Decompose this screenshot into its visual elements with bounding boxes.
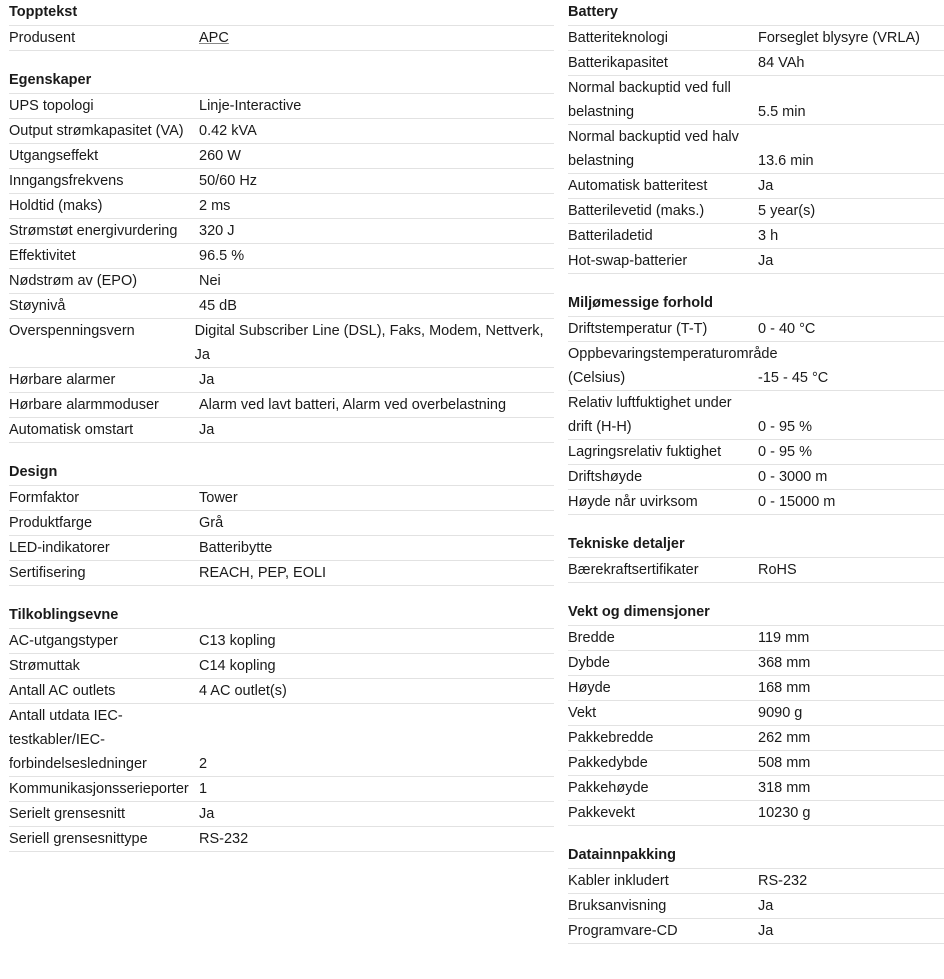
section-battery: [568, 0, 944, 274]
spec-row-batteriladetid: [568, 224, 944, 249]
spec-label: AC-utgangstyper: [9, 633, 118, 649]
spec-row-batterilevetid-maks: [568, 199, 944, 224]
spec-value-text: 96.5 %: [199, 248, 245, 264]
spec-value: [758, 125, 814, 173]
section-title: Datainnpakking: [568, 843, 944, 869]
spec-value: [758, 490, 835, 514]
spec-value-text: RoHS: [758, 562, 797, 578]
spec-label: Driftshøyde: [568, 469, 643, 485]
spec-label: Hørbare alarmer: [9, 372, 116, 388]
section-title: Battery: [568, 0, 944, 26]
spec-row-antall-ac-outlets: [9, 679, 554, 704]
section-tilkoblingsevne: [9, 603, 554, 852]
spec-value-text: 0 - 3000 m: [758, 469, 828, 485]
spec-value: [199, 802, 214, 826]
spec-value-text: C13 kopling: [199, 633, 276, 649]
spec-label: Automatisk omstart: [9, 422, 134, 438]
spec-label: Seriell grensesnittype: [9, 831, 148, 847]
spec-value: [758, 174, 773, 198]
spec-value-text: 4 AC outlet(s): [199, 683, 287, 699]
spec-value-text: 260 W: [199, 148, 241, 164]
spec-label: Driftstemperatur (T-T): [568, 321, 708, 337]
spec-row-pakkevekt: [568, 801, 944, 826]
spec-row-hot-swap-batterier: [568, 249, 944, 274]
spec-value-text: 119 mm: [758, 630, 810, 646]
spec-row-automatisk-omstart: [9, 418, 554, 443]
spec-value-text: Digital Subscriber Line (DSL), Faks, Modem, Nettverk, Ja: [194, 323, 544, 363]
spec-value-text: 9090 g: [758, 705, 803, 721]
spec-row-holdtid-maks: [9, 194, 554, 219]
spec-label: Hørbare alarmmoduser: [9, 397, 159, 413]
spec-value-text: 168 mm: [758, 680, 811, 696]
spec-row-batterikapasitet: [568, 51, 944, 76]
spec-row-stromstot-energivurdering: [9, 219, 554, 244]
spec-value: [758, 626, 809, 650]
spec-row-oppbevaringstemperaturomrade-celsius: [568, 342, 944, 391]
spec-value-text: -15 - 45 °C: [758, 370, 829, 386]
spec-value-text: 2: [199, 756, 208, 772]
spec-label: Hot-swap-batterier: [568, 253, 688, 269]
spec-label: Batteriteknologi: [568, 30, 668, 46]
spec-value-text: 0 - 95 %: [758, 419, 812, 435]
spec-value: [758, 726, 810, 750]
spec-value-text: Forseglet blysyre (VRLA): [758, 30, 920, 46]
spec-value: [199, 169, 257, 193]
spec-value-text: Nei: [199, 273, 221, 289]
spec-value-text: 320 J: [199, 223, 235, 239]
section-miljomessige-forhold: [568, 291, 944, 515]
spec-value: [199, 561, 326, 585]
spec-value: [199, 393, 506, 417]
spec-row-stromuttak: [9, 654, 554, 679]
spec-row-driftstemperatur-t-t: [568, 317, 944, 342]
spec-label: Oppbevaringstemperaturområde (Celsius): [568, 346, 778, 386]
spec-value: [758, 249, 773, 273]
spec-row-dybde: [568, 651, 944, 676]
spec-row-bruksanvisning: [568, 894, 944, 919]
section-title: Topptekst: [9, 0, 554, 26]
spec-value-text: Linje-Interactive: [199, 98, 302, 114]
spec-label: UPS topologi: [9, 98, 94, 114]
spec-value: [758, 558, 797, 582]
section-title: Tilkoblingsevne: [9, 603, 554, 629]
spec-row-bredde: [568, 626, 944, 651]
spec-label: Relativ luftfuktighet under drift (H-H): [568, 395, 732, 435]
spec-value: [199, 244, 244, 268]
spec-row-pakkedybde: [568, 751, 944, 776]
spec-label: Programvare-CD: [568, 923, 678, 939]
section-title: Tekniske detaljer: [568, 532, 944, 558]
spec-label: Pakkedybde: [568, 755, 648, 771]
spec-label: Normal backuptid ved halv belastning: [568, 129, 739, 169]
spec-value: [195, 319, 554, 367]
spec-row-produktfarge: [9, 511, 554, 536]
section-design: [9, 460, 554, 586]
spec-value: [758, 51, 805, 75]
spec-value: [199, 486, 238, 510]
spec-label: Høyde: [568, 680, 611, 696]
spec-value: [758, 391, 812, 439]
section-title: Miljømessige forhold: [568, 291, 944, 317]
spec-value: [199, 269, 221, 293]
section-datainnpakking: [568, 843, 944, 944]
spec-value: [199, 119, 257, 143]
spec-row-lagringsrelativ-fuktighet: [568, 440, 944, 465]
spec-value-text: 84 VAh: [758, 55, 805, 71]
spec-value-text: 368 mm: [758, 655, 811, 671]
spec-row-serielt-grensesnitt: [9, 802, 554, 827]
spec-label: Inngangsfrekvens: [9, 173, 124, 189]
spec-row-sertifisering: [9, 561, 554, 586]
spec-value-text: Ja: [758, 898, 774, 914]
spec-value-text: 262 mm: [758, 730, 811, 746]
spec-row-kabler-inkludert: [568, 869, 944, 894]
spec-label: Kommunikasjonsserieporter: [9, 781, 189, 797]
spec-value: [199, 654, 276, 678]
spec-label: Holdtid (maks): [9, 198, 103, 214]
spec-value: [758, 342, 828, 390]
spec-label: Bærekraftsertifikater: [568, 562, 699, 578]
spec-label: Vekt: [568, 705, 597, 721]
spec-value: [199, 94, 301, 118]
spec-label: Kabler inkludert: [568, 873, 669, 889]
spec-value: [758, 199, 815, 223]
spec-row-vekt: [568, 701, 944, 726]
spec-value: [199, 704, 207, 776]
spec-value-text: 1: [199, 781, 208, 797]
spec-value-text: 508 mm: [758, 755, 811, 771]
spec-value: [758, 676, 810, 700]
spec-value-text: Ja: [199, 422, 215, 438]
spec-value: [758, 869, 807, 893]
spec-value-text: 0 - 95 %: [758, 444, 812, 460]
spec-label: Dybde: [568, 655, 610, 671]
spec-value: [199, 777, 207, 801]
spec-value: [199, 294, 237, 318]
spec-value-text: 0.42 kVA: [199, 123, 257, 139]
spec-value-text: 318 mm: [758, 780, 811, 796]
right-column: [554, 0, 944, 961]
spec-value: [758, 440, 812, 464]
section-tekniske-detaljer: [568, 532, 944, 583]
spec-label: LED-indikatorer: [9, 540, 110, 556]
spec-row-baerekraftsertifikater: [568, 558, 944, 583]
spec-label: Utgangseffekt: [9, 148, 99, 164]
spec-value: [758, 751, 810, 775]
spec-value: [199, 194, 230, 218]
spec-row-horbare-alarmmoduser: [9, 393, 554, 418]
spec-value-text: Alarm ved lavt batteri, Alarm ved overbelastning: [199, 397, 507, 413]
spec-value: [758, 894, 773, 918]
spec-row-utgangseffekt: [9, 144, 554, 169]
spec-label: Batterikapasitet: [568, 55, 668, 71]
spec-value-text: 5 year(s): [758, 203, 816, 219]
spec-value-text: 45 dB: [199, 298, 237, 314]
spec-value-text: Batteribytte: [199, 540, 273, 556]
spec-value-text: Ja: [199, 372, 215, 388]
spec-value: [758, 776, 810, 800]
spec-label: Støynivå: [9, 298, 66, 314]
spec-label: Produsent: [9, 30, 76, 46]
spec-label: Output strømkapasitet (VA): [9, 123, 184, 139]
spec-label: Nødstrøm av (EPO): [9, 273, 138, 289]
spec-value: [199, 26, 229, 50]
spec-value-text: 10230 g: [758, 805, 811, 821]
spec-value-text: Tower: [199, 490, 238, 506]
spec-row-ac-utgangstyper: [9, 629, 554, 654]
section-title: Design: [9, 460, 554, 486]
spec-row-overspenningsvern: [9, 319, 554, 368]
spec-row-effektivitet: [9, 244, 554, 269]
spec-row-driftshoyde: [568, 465, 944, 490]
spec-value: [758, 701, 802, 725]
spec-value: [758, 919, 773, 943]
section-egenskaper: [9, 68, 554, 443]
spec-value-text: Ja: [758, 923, 774, 939]
spec-value: [758, 26, 920, 50]
spec-value: [758, 651, 810, 675]
spec-label: Strømstøt energivurdering: [9, 223, 178, 239]
spec-row-stoyniva: [9, 294, 554, 319]
spec-value-text: Ja: [758, 178, 774, 194]
spec-value: [199, 511, 223, 535]
spec-row-nodstrom-av-epo: [9, 269, 554, 294]
spec-row-relativ-luftfuktighet-under-drift-h-h: [568, 391, 944, 440]
spec-row-normal-backuptid-ved-halv-belastning: [568, 125, 944, 174]
spec-value: [199, 368, 214, 392]
spec-value-text: 2 ms: [199, 198, 231, 214]
spec-label: Effektivitet: [9, 248, 76, 264]
spec-value-text: 0 - 15000 m: [758, 494, 836, 510]
spec-row-programvare-cd: [568, 919, 944, 944]
spec-row-pakkebredde: [568, 726, 944, 751]
spec-value: [199, 418, 214, 442]
manufacturer-link[interactable]: APC: [199, 30, 229, 46]
spec-value-text: 3 h: [758, 228, 779, 244]
spec-row-inngangsfrekvens: [9, 169, 554, 194]
spec-label: Lagringsrelativ fuktighet: [568, 444, 722, 460]
spec-row-led-indikatorer: [9, 536, 554, 561]
spec-row-batteriteknologi: [568, 26, 944, 51]
spec-row-produsent: [9, 26, 554, 51]
spec-row-pakkehoyde: [568, 776, 944, 801]
spec-label: Formfaktor: [9, 490, 80, 506]
spec-label: Pakkehøyde: [568, 780, 649, 796]
spec-value-text: 50/60 Hz: [199, 173, 258, 189]
spec-row-kommunikasjonsserieporter: [9, 777, 554, 802]
spec-value-text: RS-232: [758, 873, 808, 889]
spec-value: [199, 679, 287, 703]
spec-label: Høyde når uvirksom: [568, 494, 698, 510]
spec-row-seriell-grensesnittype: [9, 827, 554, 852]
spec-row-automatisk-batteritest: [568, 174, 944, 199]
spec-value: [199, 219, 234, 243]
section-topptekst: [9, 0, 554, 51]
spec-row-horbare-alarmer: [9, 368, 554, 393]
spec-row-output-stromkapasitet-va: [9, 119, 554, 144]
spec-value: [199, 536, 272, 560]
spec-value-text: RS-232: [199, 831, 249, 847]
spec-value: [758, 317, 815, 341]
section-title: Vekt og dimensjoner: [568, 600, 944, 626]
section-vekt-og-dimensjoner: [568, 600, 944, 826]
spec-value-text: C14 kopling: [199, 658, 276, 674]
spec-value: [199, 144, 241, 168]
spec-label: Produktfarge: [9, 515, 93, 531]
spec-value-text: Ja: [758, 253, 774, 269]
spec-value: [199, 827, 248, 851]
spec-row-hoyde: [568, 676, 944, 701]
spec-label: Strømuttak: [9, 658, 80, 674]
spec-row-hoyde-nar-uvirksom: [568, 490, 944, 515]
spec-label: Serielt grensesnitt: [9, 806, 126, 822]
spec-row-formfaktor: [9, 486, 554, 511]
spec-label: Overspenningsvern: [9, 323, 135, 339]
spec-value: [758, 76, 806, 124]
spec-label: Normal backuptid ved full belastning: [568, 80, 731, 120]
spec-value: [758, 224, 778, 248]
spec-value-text: 13.6 min: [758, 153, 814, 169]
spec-value-text: Ja: [199, 806, 215, 822]
spec-row-normal-backuptid-ved-full-belastning: [568, 76, 944, 125]
spec-label: Batterilevetid (maks.): [568, 203, 705, 219]
spec-label: Antall AC outlets: [9, 683, 116, 699]
spec-label: Bredde: [568, 630, 615, 646]
spec-label: Sertifisering: [9, 565, 86, 581]
spec-row-antall-utdata-iec-testkabler-iec-forbindelsesledninger: [9, 704, 554, 777]
spec-value: [758, 465, 827, 489]
spec-value-text: 5.5 min: [758, 104, 806, 120]
spec-value-text: REACH, PEP, EOLI: [199, 565, 327, 581]
spec-label: Antall utdata IEC-testkabler/IEC-forbindelsesledninger: [9, 708, 147, 772]
spec-label: Automatisk batteritest: [568, 178, 708, 194]
section-title: Egenskaper: [9, 68, 554, 94]
spec-label: Bruksanvisning: [568, 898, 667, 914]
spec-label: Pakkevekt: [568, 805, 635, 821]
spec-value-text: 0 - 40 °C: [758, 321, 816, 337]
spec-value-text: Grå: [199, 515, 224, 531]
spec-value: [199, 629, 276, 653]
spec-value: [758, 801, 810, 825]
spec-label: Pakkebredde: [568, 730, 654, 746]
spec-label: Batteriladetid: [568, 228, 653, 244]
spec-row-ups-topologi: [9, 94, 554, 119]
